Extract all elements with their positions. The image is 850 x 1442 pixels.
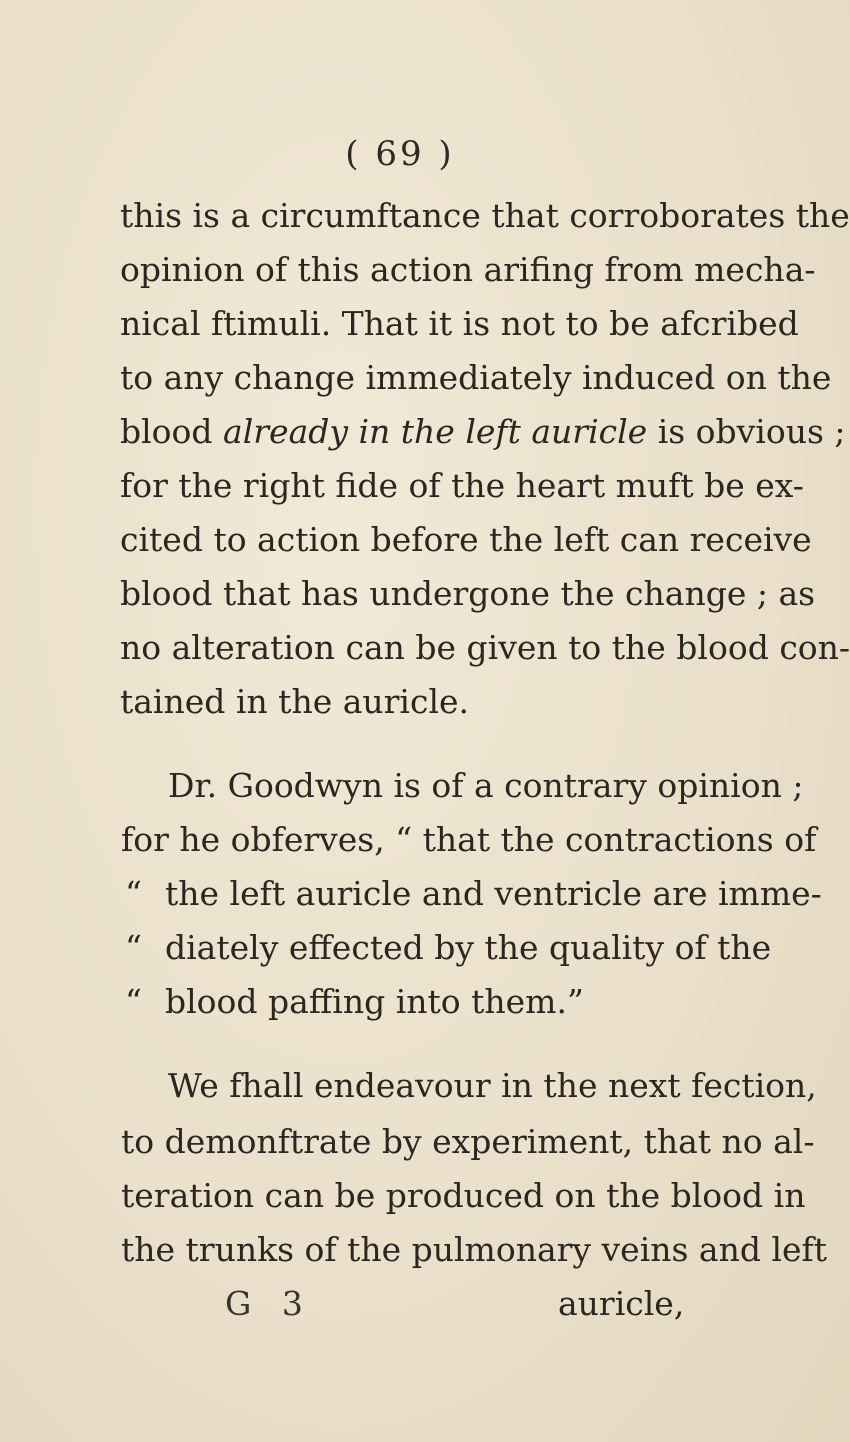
text-line: this is a circumftance that corroborates the bbox=[120, 196, 850, 235]
line-start: blood bbox=[120, 412, 224, 451]
quote-mark: “ bbox=[125, 982, 142, 1021]
text-line: opinion of this action arifing from mecha- bbox=[120, 250, 816, 289]
quote-mark: “ bbox=[125, 874, 142, 913]
text-line: the trunks of the pulmonary veins and left bbox=[121, 1230, 828, 1269]
quoted-text: blood paffing into them.” bbox=[165, 982, 584, 1021]
text-line: We fhall endeavour in the next fection, bbox=[168, 1066, 817, 1105]
text-line: for he obferves, “ that the contractions of bbox=[121, 820, 817, 859]
quoted-text: the left auricle and ventricle are imme- bbox=[165, 874, 822, 913]
text-line: tained in the auricle. bbox=[120, 682, 470, 721]
page-number: ( 69 ) bbox=[345, 134, 455, 174]
quoted-line bbox=[125, 982, 584, 1022]
quoted-line bbox=[125, 928, 772, 968]
text-line: cited to action before the left can receive bbox=[120, 520, 812, 559]
text-line: teration can be produced on the blood in bbox=[121, 1176, 806, 1215]
catchword: auricle, bbox=[558, 1284, 685, 1323]
signature-mark: G 3 bbox=[225, 1284, 313, 1323]
text-line: no alteration can be given to the blood con- bbox=[120, 628, 850, 667]
text-line: blood that has undergone the change ; as bbox=[120, 574, 816, 613]
text-line: nical ftimuli. That it is not to be afcribed bbox=[120, 304, 799, 343]
quote-mark: “ bbox=[125, 928, 142, 967]
text-line: to any change immediately induced on the bbox=[120, 358, 832, 397]
quoted-line bbox=[125, 874, 822, 914]
quoted-text: diately effected by the quality of the bbox=[165, 928, 772, 967]
emphasized-text: already in the left auricle bbox=[223, 412, 648, 451]
line-end: is obvious ; bbox=[647, 412, 846, 451]
text-line-with-emphasis bbox=[120, 412, 846, 452]
text-line: Dr. Goodwyn is of a contrary opinion ; bbox=[168, 766, 804, 805]
page-footer bbox=[0, 1284, 800, 1334]
text-line: for the right fide of the heart muft be ex- bbox=[120, 466, 804, 505]
text-line: to demonftrate by experiment, that no al- bbox=[121, 1122, 815, 1161]
